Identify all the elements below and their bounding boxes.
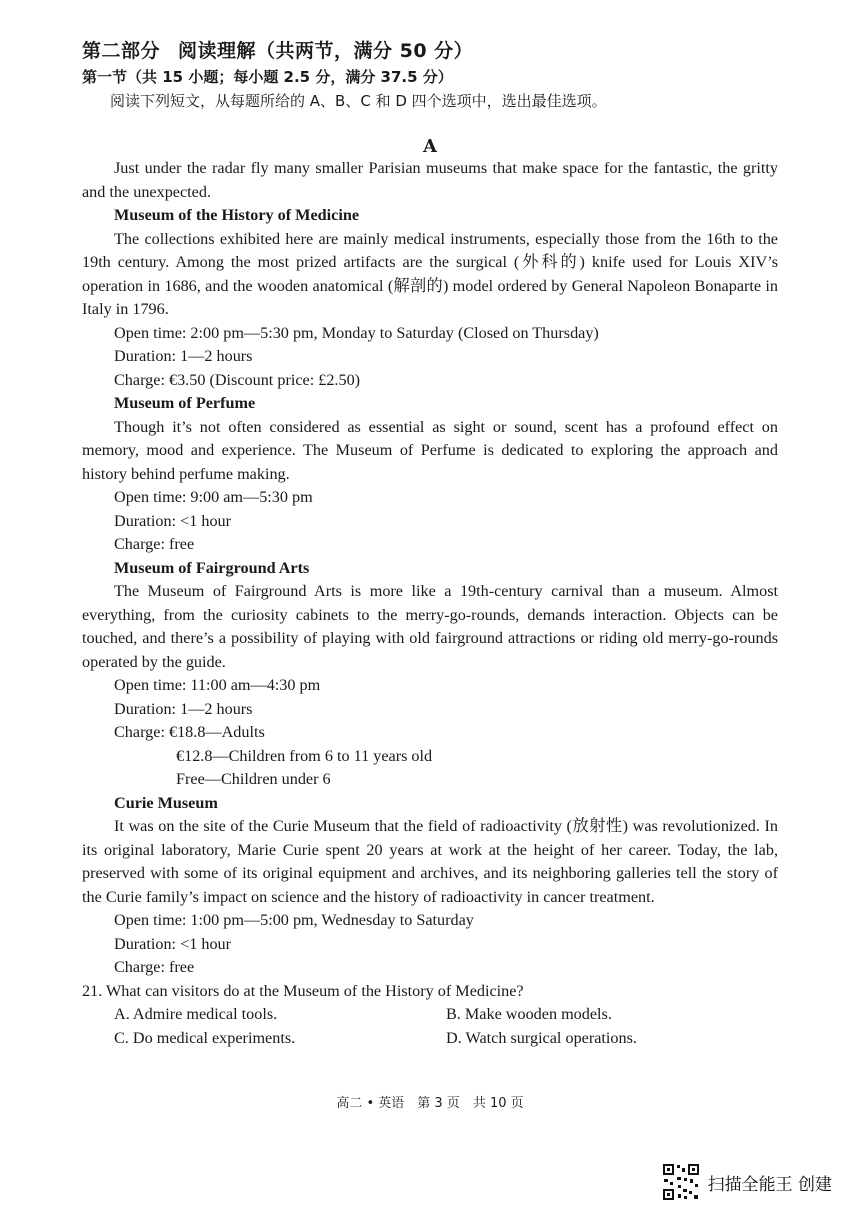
options-row xyxy=(114,1003,778,1027)
option-c[interactable]: C. Do medical experiments. xyxy=(114,1028,296,1047)
museum-duration: Duration: <1 hour xyxy=(114,511,232,530)
subsection-title: 第一节（共 15 小题；每小题 2.5 分，满分 37.5 分） xyxy=(82,68,453,86)
museum-description: Though it’s not often considered as essential as sight or sound, scent has a profound effect on memory, mood and experience. The Museum of Perfume is dedicated to exploring the approach and history behind perfume making. xyxy=(82,417,778,483)
museum-heading: Museum of Perfume xyxy=(114,394,256,412)
museum-charge-under-six: Free—Children under 6 xyxy=(176,770,331,788)
museum-charge-children: €12.8—Children from 6 to 11 years old xyxy=(176,746,433,765)
instruction-text: 阅读下列短文，从每题所给的 A、B、C 和 D 四个选项中，选出最佳选项。 xyxy=(110,92,607,110)
museum-heading: Museum of Fairground Arts xyxy=(114,558,310,577)
museum-open-time: Open time: 11:00 am—4:30 pm xyxy=(114,676,321,694)
museum-description: It was on the site of the Curie Museum that the field of radioactivity (放射性) was revolutionized. In its original laboratory, Marie Curie spent 20 years at work at the height of her career. Today, the lab, preserved with some of its original equipment and archives, and its neighboring galleries tell the story of the Curie family’s impact on science and the history of radioactivity in cancer treatment. xyxy=(82,817,778,906)
museum-description: The Museum of Fairground Arts is more like a 19th-century carnival than a museum. Almost everything, from the curiosity cabinets to the merry-go-rounds, demands interaction. Objects can be touched, and there’s a possibility of playing with old fairground attractions or riding old merry-go-rounds operated by the guide. xyxy=(82,582,778,671)
museum-duration: Duration: 1—2 hours xyxy=(114,347,253,365)
option-a[interactable]: A. Admire medical tools. xyxy=(114,1005,278,1023)
museum-open-time: Open time: 9:00 am—5:30 pm xyxy=(114,488,313,506)
museum-charge: Charge: €3.50 (Discount price: £2.50) xyxy=(114,370,361,389)
passage-intro: Just under the radar fly many smaller Parisian museums that make space for the fantastic, the gritty and the unexpected. xyxy=(82,159,778,201)
page-footer: 高二 • 英语 第 3 页 共 10 页 xyxy=(336,1096,524,1111)
section-part: 第二部分 xyxy=(82,40,161,62)
museum-heading: Curie Museum xyxy=(114,793,218,812)
museum-heading: Museum of the History of Medicine xyxy=(114,206,360,224)
museum-description: The collections exhibited here are mainly medical instruments, especially those from the 16th to the 19th century. Among the most prized artifacts are the surgical (外科的) knife used for Louis XIV’s operation in 1686, and the wooden anatomical (解剖的) model ordered by General Napoleon Bonaparte in Italy in 1796. xyxy=(82,229,778,318)
museum-duration: Duration: 1—2 hours xyxy=(114,699,253,718)
museum-duration: Duration: <1 hour xyxy=(114,934,232,953)
museum-open-time: Open time: 1:00 pm—5:00 pm, Wednesday to Saturday xyxy=(114,911,474,929)
option-b[interactable]: B. Make wooden models. xyxy=(446,1005,612,1023)
museum-charge: Charge: free xyxy=(114,535,195,553)
section-title xyxy=(82,36,473,63)
options-row xyxy=(114,1027,778,1051)
option-d[interactable]: D. Watch surgical operations. xyxy=(446,1028,637,1047)
scanner-watermark xyxy=(662,1163,832,1201)
passage-body xyxy=(82,157,778,1050)
qr-code-icon xyxy=(662,1163,700,1201)
museum-charge: Charge: free xyxy=(114,958,195,976)
section-name: 阅读理解（共两节，满分 50 分） xyxy=(178,40,474,62)
scanner-label: 扫描全能王 创建 xyxy=(707,1174,832,1195)
museum-charge: Charge: €18.8—Adults xyxy=(114,723,265,741)
museum-open-time: Open time: 2:00 pm—5:30 pm, Monday to Saturday (Closed on Thursday) xyxy=(114,323,599,342)
passage-letter: A xyxy=(423,136,437,157)
question-stem: 21. What can visitors do at the Museum of the History of Medicine? xyxy=(82,981,524,1000)
